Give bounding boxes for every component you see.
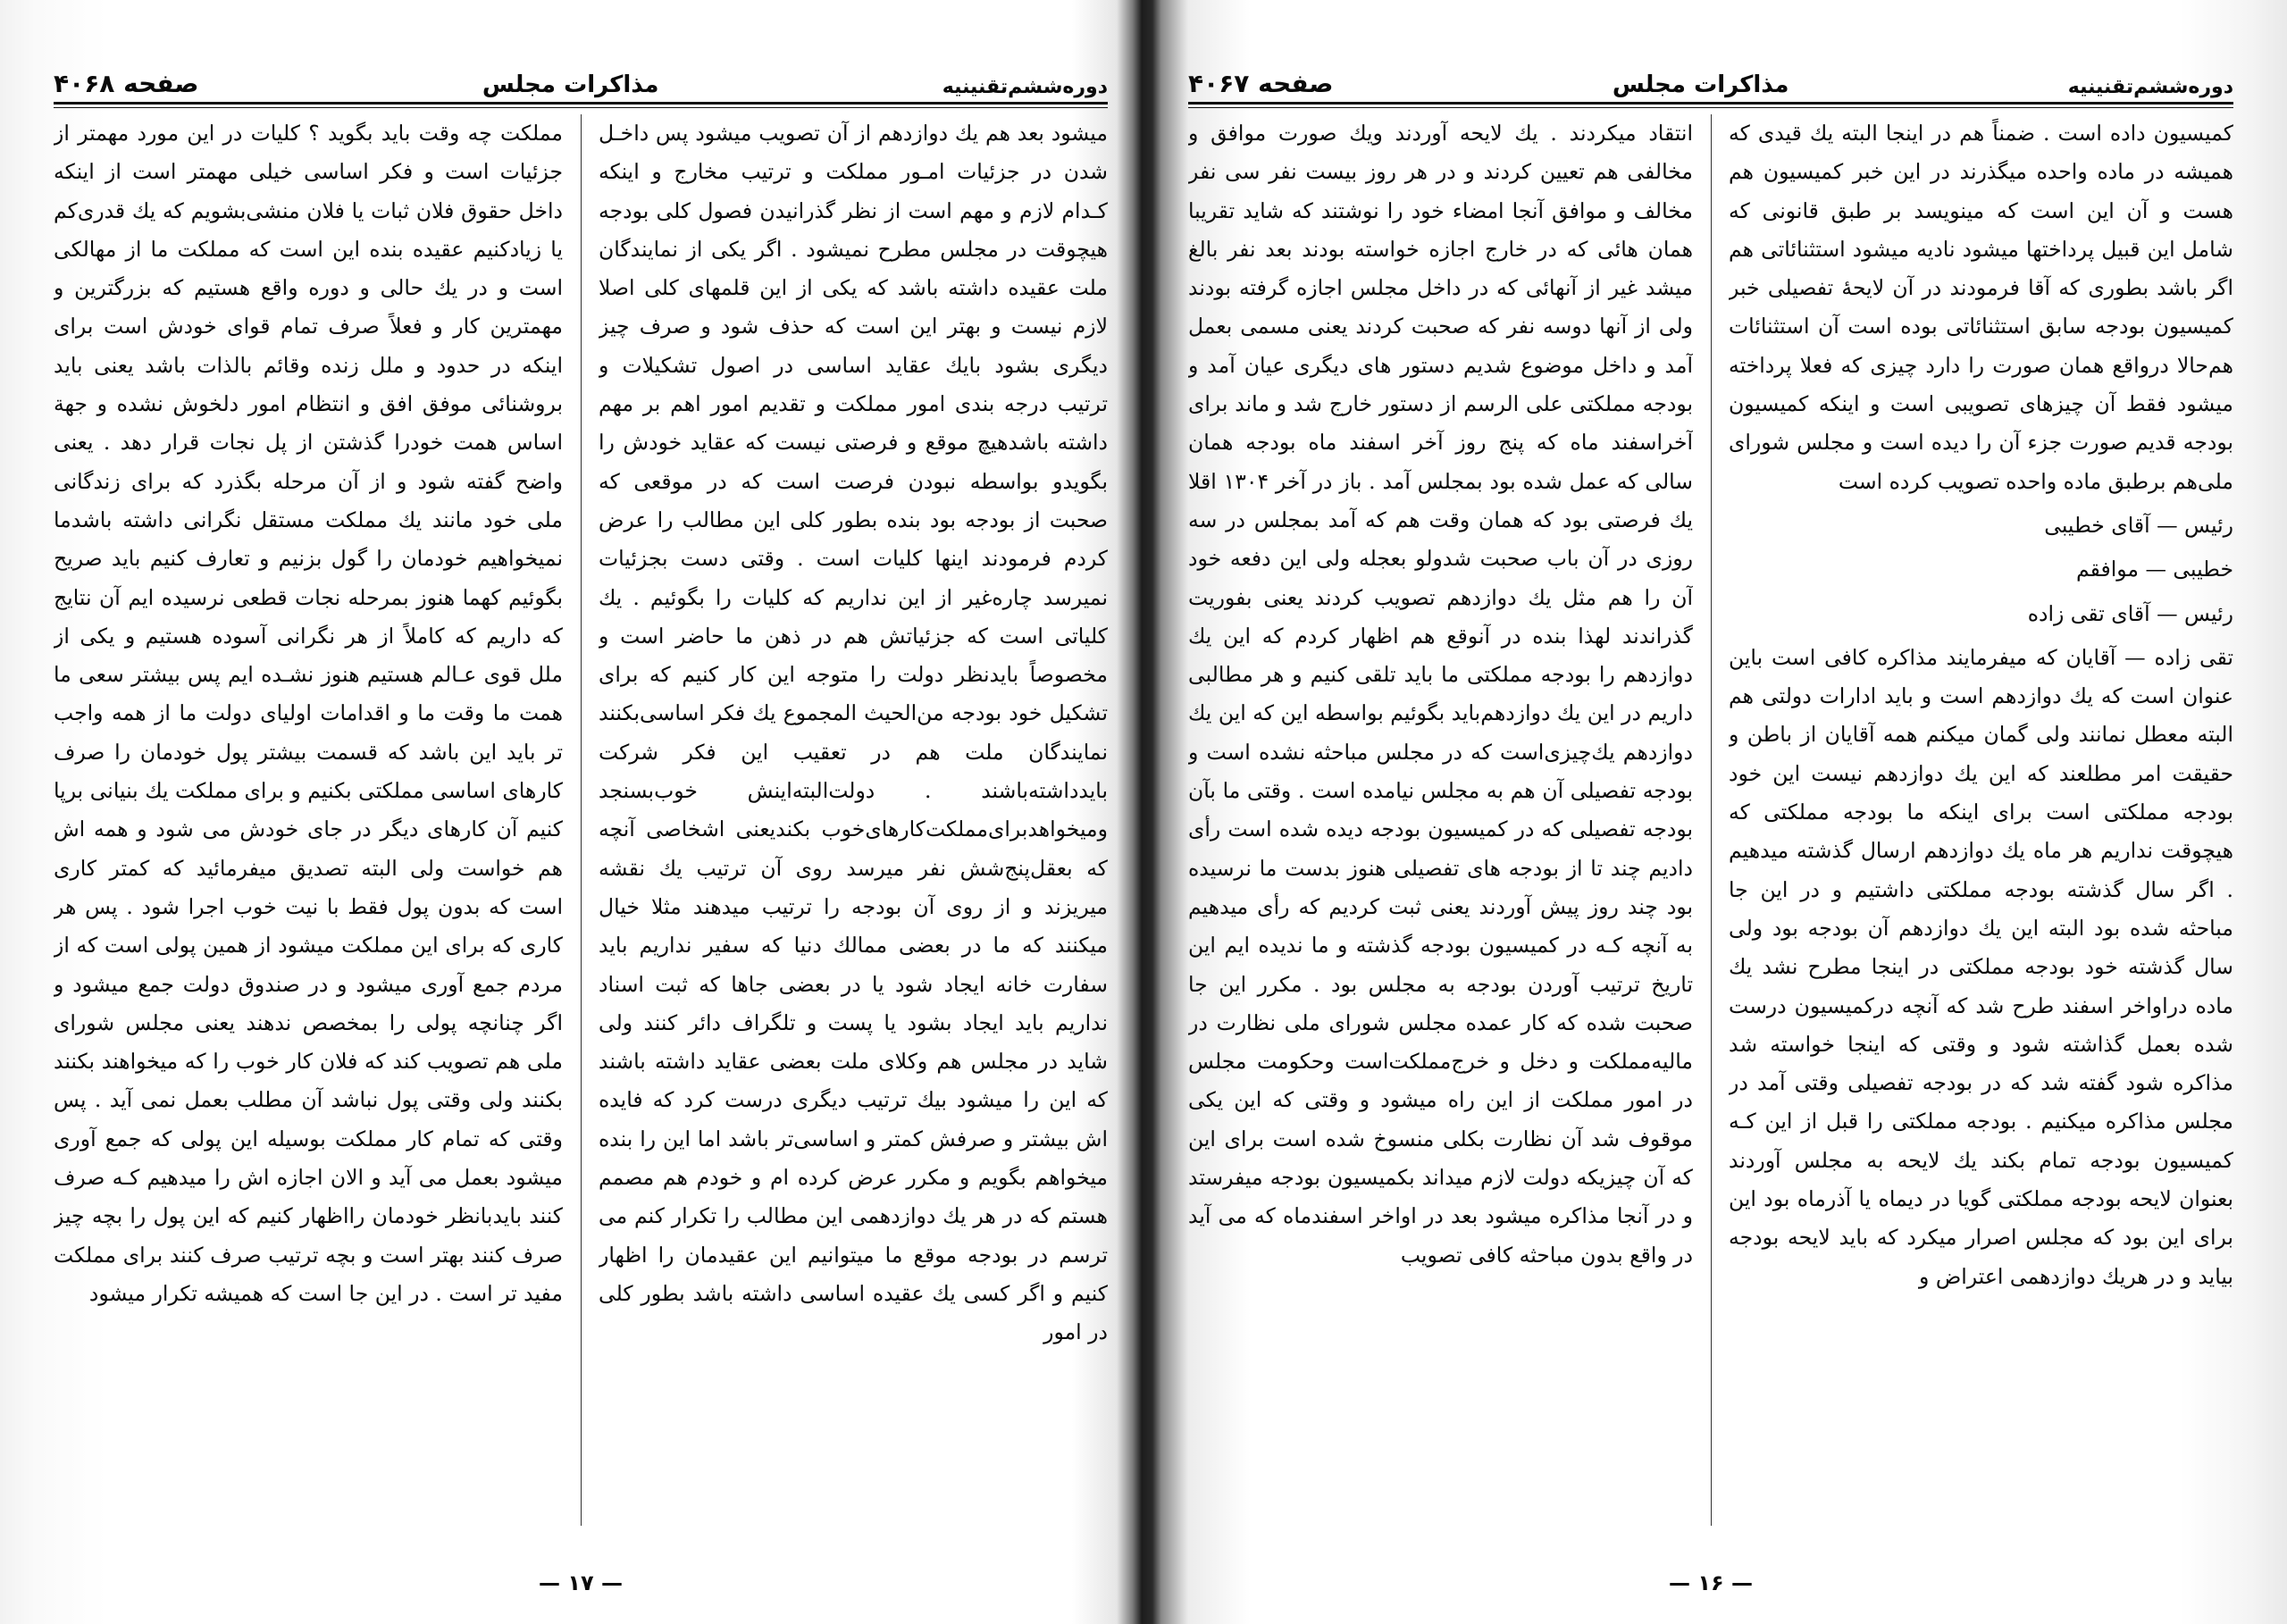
header-rule-thin [1188,107,2233,108]
header-rule [54,102,1108,105]
page-header [1188,54,2233,98]
paragraph: تقی زاده — آقایان که میفرمایند مذاکره کافی است باین عنوان است که یك دوازدهم است و باید ادارات دولتی هم البته معطل نمانند ولی گمان میکنم همه آقایان از باطن و حقیقت امر مطلعند که این یك دوازدهم نیست این خود بودجه مملکتی است برای اینکه ما بودجه مملکتی که هیچوقت نداریم هر ماه یك دوازدهم ارسال گذشته میدهیم . اگر سال گذشته بودجه مملکتی داشتیم و در این جا مباحثه شده بود البته این یك دوازدهم آن بودجه بود ولی سال گذشته خود بودجه مملکتی در اینجا مطرح نشد یك ماده دراواخر اسفند طرح شد که آنچه درکمیسیون درست شده بعمل گذاشته شود و وقتی که اینجا خواسته شد مذاکره شود گفته شد که در بودجه تفصیلی وقتی آمد در مجلس مذاکره میکنیم . بودجه مملکتی را قبل از این کـه کمیسیون بودجه تمام بکند یك لایحه به مجلس آوردند بعنوان لایحه بودجه مملکتی گویا در دیماه یا آذرماه بود این برای این بود که مجلس اصرار میکرد که باید لایحه بودجه بیاید و در هریك دوازدهمی اعتراض و [1729,644,2233,1289]
header-rule-thin [54,107,1108,108]
speaker-line: رئیس — آقای تقی زاده [2027,600,2233,626]
page-footer-number: — ۱۶ — [1668,1570,1753,1595]
header-page-number: صفحه ۴۰۶۸ [54,69,199,98]
text-columns [1188,114,2233,1547]
header-period: دوره‌ششم‌تقنینیه [2067,76,2233,98]
header-period: دوره‌ششم‌تقنینیه [942,76,1108,98]
header-page-number: صفحه ۴۰۶۷ [1188,69,1334,98]
right-page [1188,0,2233,1624]
header-rule [1188,102,2233,105]
text-columns [54,114,1108,1547]
page-footer-number: — ۱۷ — [538,1570,623,1595]
column-left [54,114,563,1547]
header-title: مذاکرات مجلس [482,71,659,98]
column-right [599,114,1108,1547]
header-title: مذاکرات مجلس [1612,71,1789,98]
paragraph: انتقاد میکردند . یك لایحه آوردند ویك صورت موافق و مخالفی هم تعیین کردند و در هر روز بیست نفر سی نفر مخالف و موافق آنجا امضاء خود را نوشتند که شاید تقریبا همان هائی که در خارج اجازه خواسته بودند بعد نفر بالغ میشد غیر از آنهائی که در داخل مجلس اجازه گرفته بودند ولی از آنها دوسه نفر که صحبت کردند یعنی مسمی بعمل آمد و داخل موضوع شدیم دستور های دیگری عیان آمد و بودجه مملکتی علی الرسم از دستور خارج شد و ماند برای آخراسفند ماه که پنج روز آخر اسفند ماه بودجه همان سالی که عمل شده بود بمجلس آمد . باز در آخر ۱۳۰۴ اقلا یك فرصتی بود که همان وقت هم که آمد بمجلس در سه روزی در آن باب صحبت شدولو بعجله ولی این دفعه خود آن را هم مثل یك دوازدهم تصویب کردند یعنی بفوریت گذراندند لهذا بنده در آنوقع هم اظهار کردم که این یك دوازدهم را بودجه مملکتی ما باید تلقی کنیم و هر مطالبی داریم در این یك دوازدهم‌باید بگوئیم بواسطه این که این یك دوازدهم یك‌چیزی‌است که در مجلس مباحثه نشده است و بودجه تفصیلی آن هم به مجلس نیامده است . وقتی ما بآن بودجه تفصیلی که در کمیسیون بودجه دیده شده است رأی دادیم چند تا از بودجه های تفصیلی هنوز بدست ما نرسیده بود چند روز پیش آوردند یعنی ثبت کردیم که رأی میدهیم به آنچه کـه در کمیسیون بودجه گذشته و ما ندیده ایم این تاریخ ترتیب آوردن بودجه به مجلس بود . مکرر این جا صحبت شده که کار عمده مجلس شورای ملی نظارت در مالیه‌مملکت و دخل و خرج‌مملکت‌است وحکومت مجلس در امور مملکت از این راه میشود و وقتی که این یکی موقوف شد آن نظارت بکلی منسوخ شده است برای این که آن چیزیکه دولت لازم میداند بکمیسیون بودجه میفرستد و در آنجا مذاکره میشود بعد در اواخر اسفندماه که می آید در واقع بدون مباحثه کافی تصویب [1188,121,1693,1268]
speaker-line: رئیس — آقای خطیبی [2044,512,2233,538]
paragraph: کمیسیون داده است . ضمناً هم در اینجا البته یك قیدی که همیشه در ماده واحده میگذرند در این خبر کمیسیون هم هست و آن این است که مینویسد بر طبق قانونی که شامل این قبیل پرداختها میشود نادیه میشود استثنائاتی هم اگر باشد بطوری که آقا فرمودند در آن لایحهٔ تفصیلی خبر کمیسیون بودجه سابق استثنائاتی بوده است آن استثنائات هم‌حالا درواقع همان صورت را دارد چیزی که فعلا پرداخته میشود فقط آن چیزهای تصویبی است و اینکه کمیسیون بودجه قدیم صورت جزء آن را دیده است و مجلس شورای ملی‌هم برطبق ماده واحده تصویب کرده است [1729,121,2233,494]
column-left [1188,114,1693,1547]
paragraph: میشود بعد هم یك دوازدهم از آن تصویب میشود پس داخـل شدن در جزئیات امـور مملکت و ترتیب مخارج و اینکه کـدام لازم و مهم است از نظر گذرانیدن فصول کلی بودجه هیچوقت در مجلس مطرح نمیشود . اگر یکی از نمایندگان ملت عقیده داشته باشد که یکی از این قلمهای کلی اصلا لازم نیست و بهتر این است که حذف شود و صرف چیز دیگری بشود بایك عقاید اساسی در اصول تشکیلات و ترتیب درجه بندی امور مملکت و تقدیم امور اهم بر مهم داشته باشدهیچ موقع و فرصتی نیست که عقاید خودش را بگویدو بواسطه نبودن فرصت است که در موقعی که صحبت از بودجه بود بنده بطور کلی این مطالب را عرض کردم فرمودند اینها کلیات است . وقتی دست بجزئیات نمیرسد چاره‌غیر از این نداریم که کلیات را بگوئیم . یك کلیاتی است که جزئیاتش هم در ذهن ما حاضر است و مخصوصاً بایدنظر دولت را متوجه این کار کنیم که برای تشکیل خود بودجه من‌الحیث المجموع یك فکر اساسی‌بکنند نمایندگان ملت هم در تعقیب این فکر شرکت بایدداشته‌باشند . دولت‌البته‌اینش خوب‌بسنجد ومیخواهدبرای‌مملکت‌کارهای‌خوب بکندیعنی اشخاصی آنچه که بعقل‌پنج‌شش نفر میرسد روی آن ترتیب یك نقشه میریزند و از روی آن بودجه را ترتیب میدهند مثلا خیال میکنند که ما در بعضی ممالك دنیا که سفیر نداریم باید سفارت خانه ایجاد شود یا در بعضی جاها که ثبت اسناد نداریم باید ایجاد بشود یا پست و تلگراف دائر کنند ولی شاید در مجلس هم وکلای ملت بعضی عقاید داشته باشند که این را میشود بیك ترتیب دیگری درست کرد که فایده اش بیشتر و صرفش کمتر و اساسی‌تر باشد اما این را بنده میخواهم بگویم و مکرر عرض کرده ام و خودم هم مصمم هستم که در هر یك دوازدهمی این مطالب را تکرار کنم می ترسم در بودجه موقع ما میتوانیم این عقیدمان را اظهار کنیم و اگر کسی یك عقیده اساسی داشته باشد بطور کلی در امور [599,121,1108,1345]
left-page [54,0,1108,1624]
speaker-line: خطیبی — موافقم [2075,557,2233,582]
page-header [54,54,1108,98]
column-right [1729,114,2233,1547]
paragraph: مملکت چه وقت باید بگوید ؟ کلیات در این مورد مهمتر از جزئیات است و فکر اساسی خیلی مهمتر است از اینکه داخل حقوق فلان ثبات یا فلان منشی‌بشویم که یك قدری‌کم یا زیادکنیم عقیده بنده این است که مملکت ما از مهالکی است و در یك حالی و دوره واقع هستیم که بزرگترین و مهمترین کار و فعلاً صرف تمام قوای خودش است برای اینکه در حدود و ملل زنده وقائم بالذات باشد یعنی باید بروشنائی موفق افق و انتظام امور دلخوش نشده و جهة اساس همت خودرا گذشتن از پل نجات قرار دهد . یعنی واضح گفته شود و از آن مرحله بگذرد که برای زندگانی ملی خود مانند یك مملکت مستقل نگرانی داشته باشدما نمیخواهیم خودمان را گول بزنیم و تعارف کنیم باید صریح بگوئیم کهما هنوز بمرحله نجات قطعی نرسیده ایم آن نتایج که داریم که کاملاً از هر نگرانی آسوده هستیم و یکی از ملل قوی عـالم هستیم هنوز نشـده ایم پس بیشتر سعی ما همت ما وقت ما و اقدامات اولیای دولت ما از همه واجب تر باید این باشد که قسمت بیشتر پول خودمان را صرف کارهای اساسی مملکتی بکنیم و برای مملکت یك بنیانی برپا کنیم آن کارهای دیگر در جای خودش می شود و همه اش هم خواست ولی البته تصدیق میفرمائید که کمتر کاری است که بدون پول فقط با نیت خوب اجرا شود . پس هر کاری که برای این مملکت میشود از همین پولی است که از مردم جمع آوری میشود و در صندوق دولت جمع میشود و اگر چنانچه پولی را بمخصص ندهند یعنی مجلس شورای ملی هم تصویب کند که فلان کار خوب را که میخواهند بکنند بکنند ولی وقتی پول نباشد آن مطلب بعمل نمی آید . پس وقتی که تمام کار مملکت بوسیله این پولی که جمع آوری میشود بعمل می آید و الان اجازه اش را میدهیم کـه صرف کنند بایدبانظر خودمان رااظهار کنیم که این پول را بچه چیز صرف کنند بهتر است و بچه ترتیب صرف کنند برای مملکت مفید تر است . در این جا است که همیشه تکرار میشود [54,121,563,1306]
